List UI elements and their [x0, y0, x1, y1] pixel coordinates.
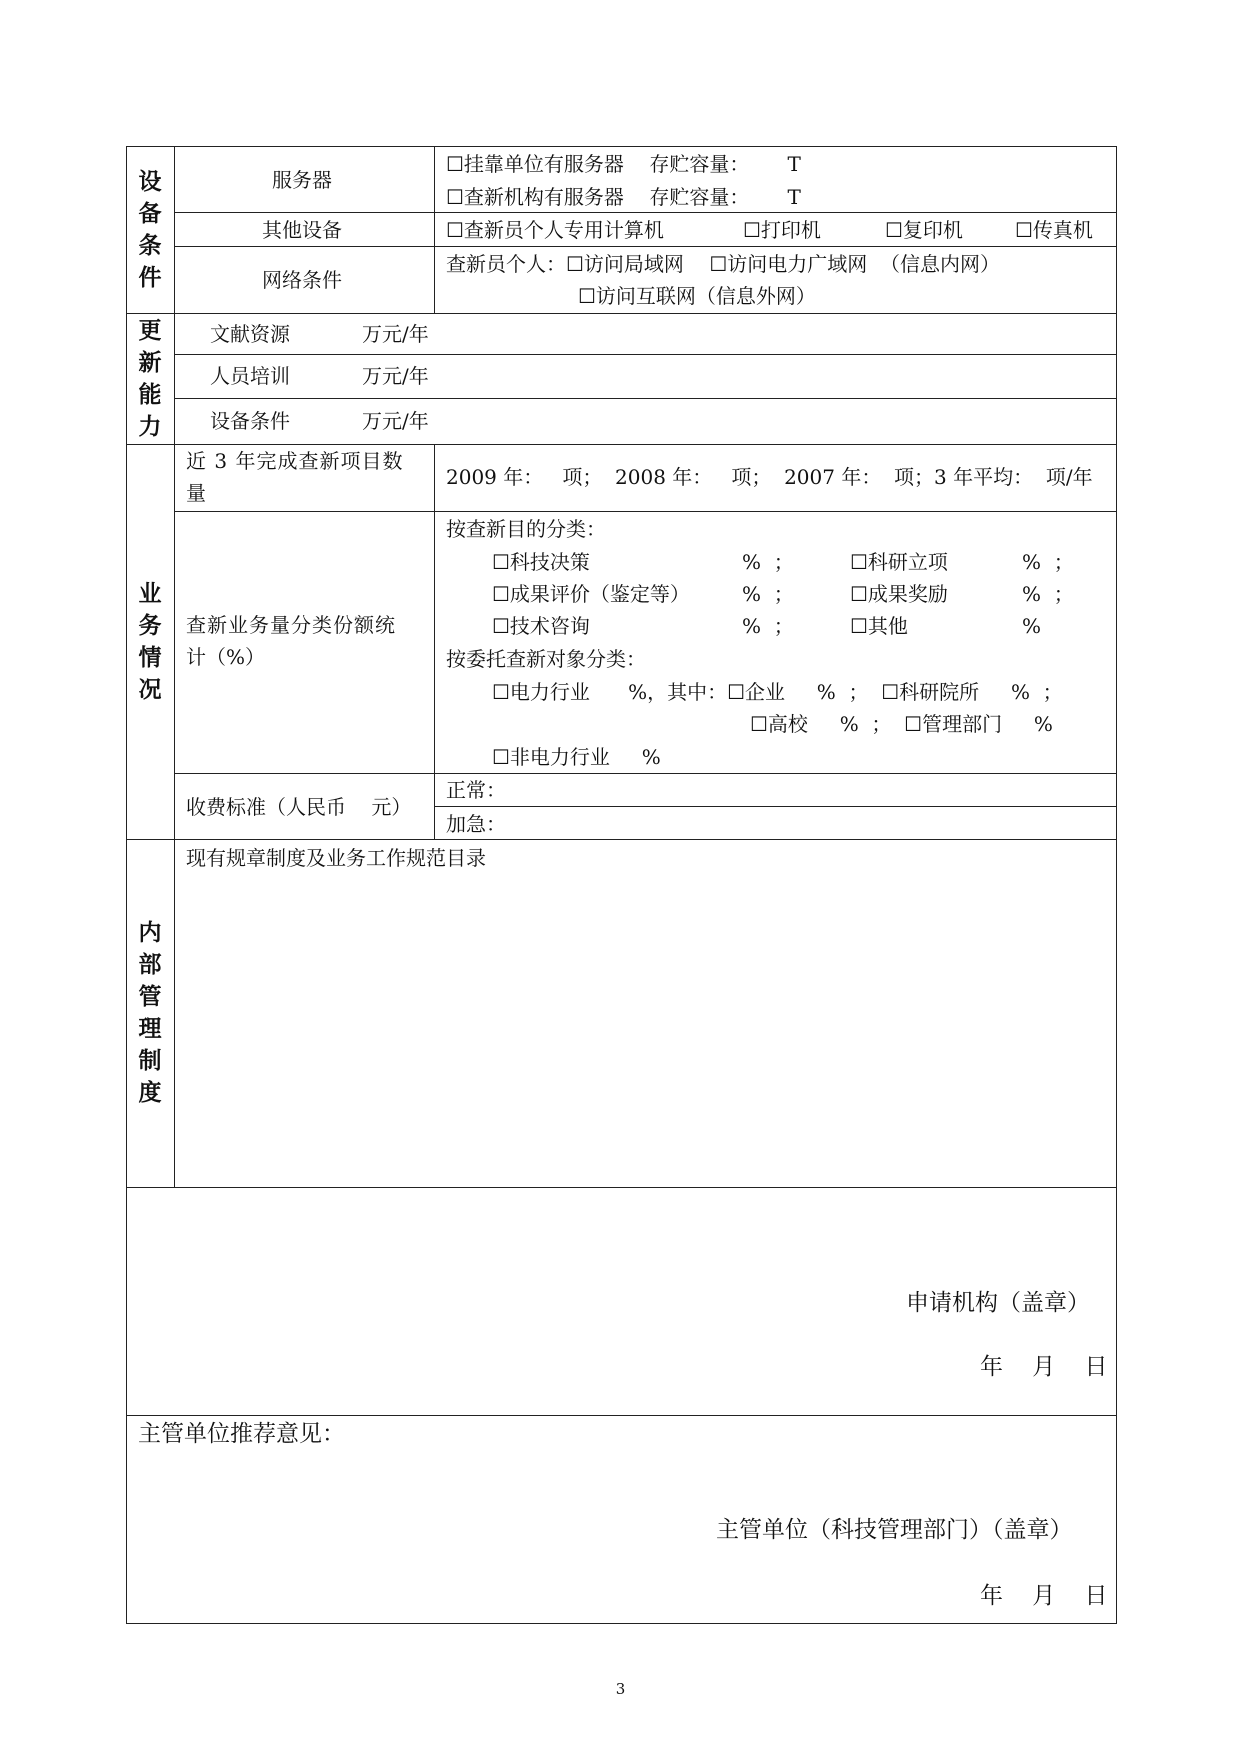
- supervisor-stamp-label: 主管单位（科技管理部门）（盖章）: [716, 1517, 1073, 1543]
- literature-resources-label: 文献资源: [210, 322, 290, 346]
- applicant-stamp-label: 申请机构（盖章）: [906, 1290, 1090, 1316]
- purpose-checkbox[interactable]: ☐成果奖励: [850, 582, 948, 606]
- row-divider: [126, 1415, 1117, 1416]
- row-divider: [174, 398, 1117, 399]
- client-line-3: ☐非电力行业 %: [492, 745, 661, 769]
- section-business: 业务情况: [138, 579, 162, 703]
- fee-normal-label: 正常：: [446, 778, 506, 802]
- purpose-checkbox[interactable]: ☐科研立项: [850, 550, 948, 574]
- purpose-percent: % ；: [1022, 550, 1074, 574]
- share-stats-label: 查新业务量分类份额统: [186, 613, 396, 637]
- share-stats-label-cont: 计（%）: [186, 645, 266, 669]
- purpose-percent: % ；: [1022, 582, 1074, 606]
- other-equipment-label: 其他设备: [262, 218, 342, 242]
- row-divider: [126, 313, 1117, 314]
- supervisor-date: 年 月 日: [980, 1583, 1108, 1609]
- project-count-values: 2009 年： 项； 2008 年： 项； 2007 年： 项；3 年平均： 项/年: [446, 465, 1093, 489]
- staff-training-label: 人员培训: [210, 364, 290, 388]
- page-number: 3: [615, 1680, 626, 1698]
- row-divider: [174, 511, 1117, 512]
- literature-resources-unit: 万元/年: [362, 322, 429, 346]
- section-equipment: 设备条件: [138, 167, 162, 291]
- supervisor-opinion-label: 主管单位推荐意见：: [138, 1421, 345, 1447]
- row-divider: [174, 246, 1117, 247]
- by-client-title: 按委托查新对象分类：: [446, 647, 646, 671]
- section-update: 更新能力: [138, 316, 162, 440]
- copier-checkbox[interactable]: ☐复印机: [885, 218, 963, 242]
- row-divider: [434, 806, 1117, 807]
- personal-computer-checkbox[interactable]: ☐查新员个人专用计算机: [446, 218, 664, 242]
- regulations-list-label: 现有规章制度及业务工作规范目录: [186, 846, 486, 870]
- row-divider: [174, 354, 1117, 355]
- server-label: 服务器: [272, 168, 332, 192]
- server-line-1: ☐挂靠单位有服务器 存贮容量： T: [446, 152, 801, 176]
- purpose-percent: % ；: [742, 614, 794, 638]
- network-label: 网络条件: [262, 268, 342, 292]
- fax-checkbox[interactable]: ☐传真机: [1015, 218, 1093, 242]
- client-line-2: ☐高校 % ； ☐管理部门 %: [750, 712, 1053, 736]
- row-divider: [126, 839, 1117, 840]
- row-divider: [126, 1187, 1117, 1188]
- server-line-2: ☐查新机构有服务器 存贮容量： T: [446, 185, 801, 209]
- equipment-conditions-unit: 万元/年: [362, 409, 429, 433]
- internet-checkbox[interactable]: ☐访问互联网（信息外网）: [578, 284, 816, 308]
- printer-checkbox[interactable]: ☐打印机: [743, 218, 821, 242]
- by-purpose-title: 按查新目的分类：: [446, 517, 606, 541]
- row-divider: [174, 773, 1117, 774]
- fee-standard-label: 收费标准（人民币 元）: [186, 795, 412, 819]
- project-count-label-cont: 量: [186, 481, 206, 505]
- row-divider: [126, 444, 1117, 445]
- purpose-checkbox[interactable]: ☐技术咨询: [492, 614, 590, 638]
- purpose-percent: %: [1022, 614, 1042, 638]
- network-line-1: 查新员个人：☐访问局域网 ☐访问电力广域网 （信息内网）: [446, 252, 1001, 276]
- column-divider: [174, 146, 175, 1187]
- applicant-date: 年 月 日: [980, 1354, 1108, 1380]
- project-count-label: 近 3 年完成查新项目数: [186, 449, 404, 473]
- purpose-checkbox[interactable]: ☐科技决策: [492, 550, 590, 574]
- purpose-percent: % ；: [742, 582, 794, 606]
- purpose-checkbox[interactable]: ☐其他: [850, 614, 908, 638]
- purpose-checkbox[interactable]: ☐成果评价（鉴定等）: [492, 582, 690, 606]
- staff-training-unit: 万元/年: [362, 364, 429, 388]
- equipment-conditions-label: 设备条件: [210, 409, 290, 433]
- row-divider: [174, 212, 1117, 213]
- purpose-percent: % ；: [742, 550, 794, 574]
- client-line-1: ☐电力行业 %，其中：☐企业 % ； ☐科研院所 % ；: [492, 680, 1063, 704]
- column-divider: [434, 444, 435, 839]
- section-management: 内部管理制度: [138, 919, 162, 1106]
- column-divider: [434, 146, 435, 313]
- fee-urgent-label: 加急：: [446, 812, 506, 836]
